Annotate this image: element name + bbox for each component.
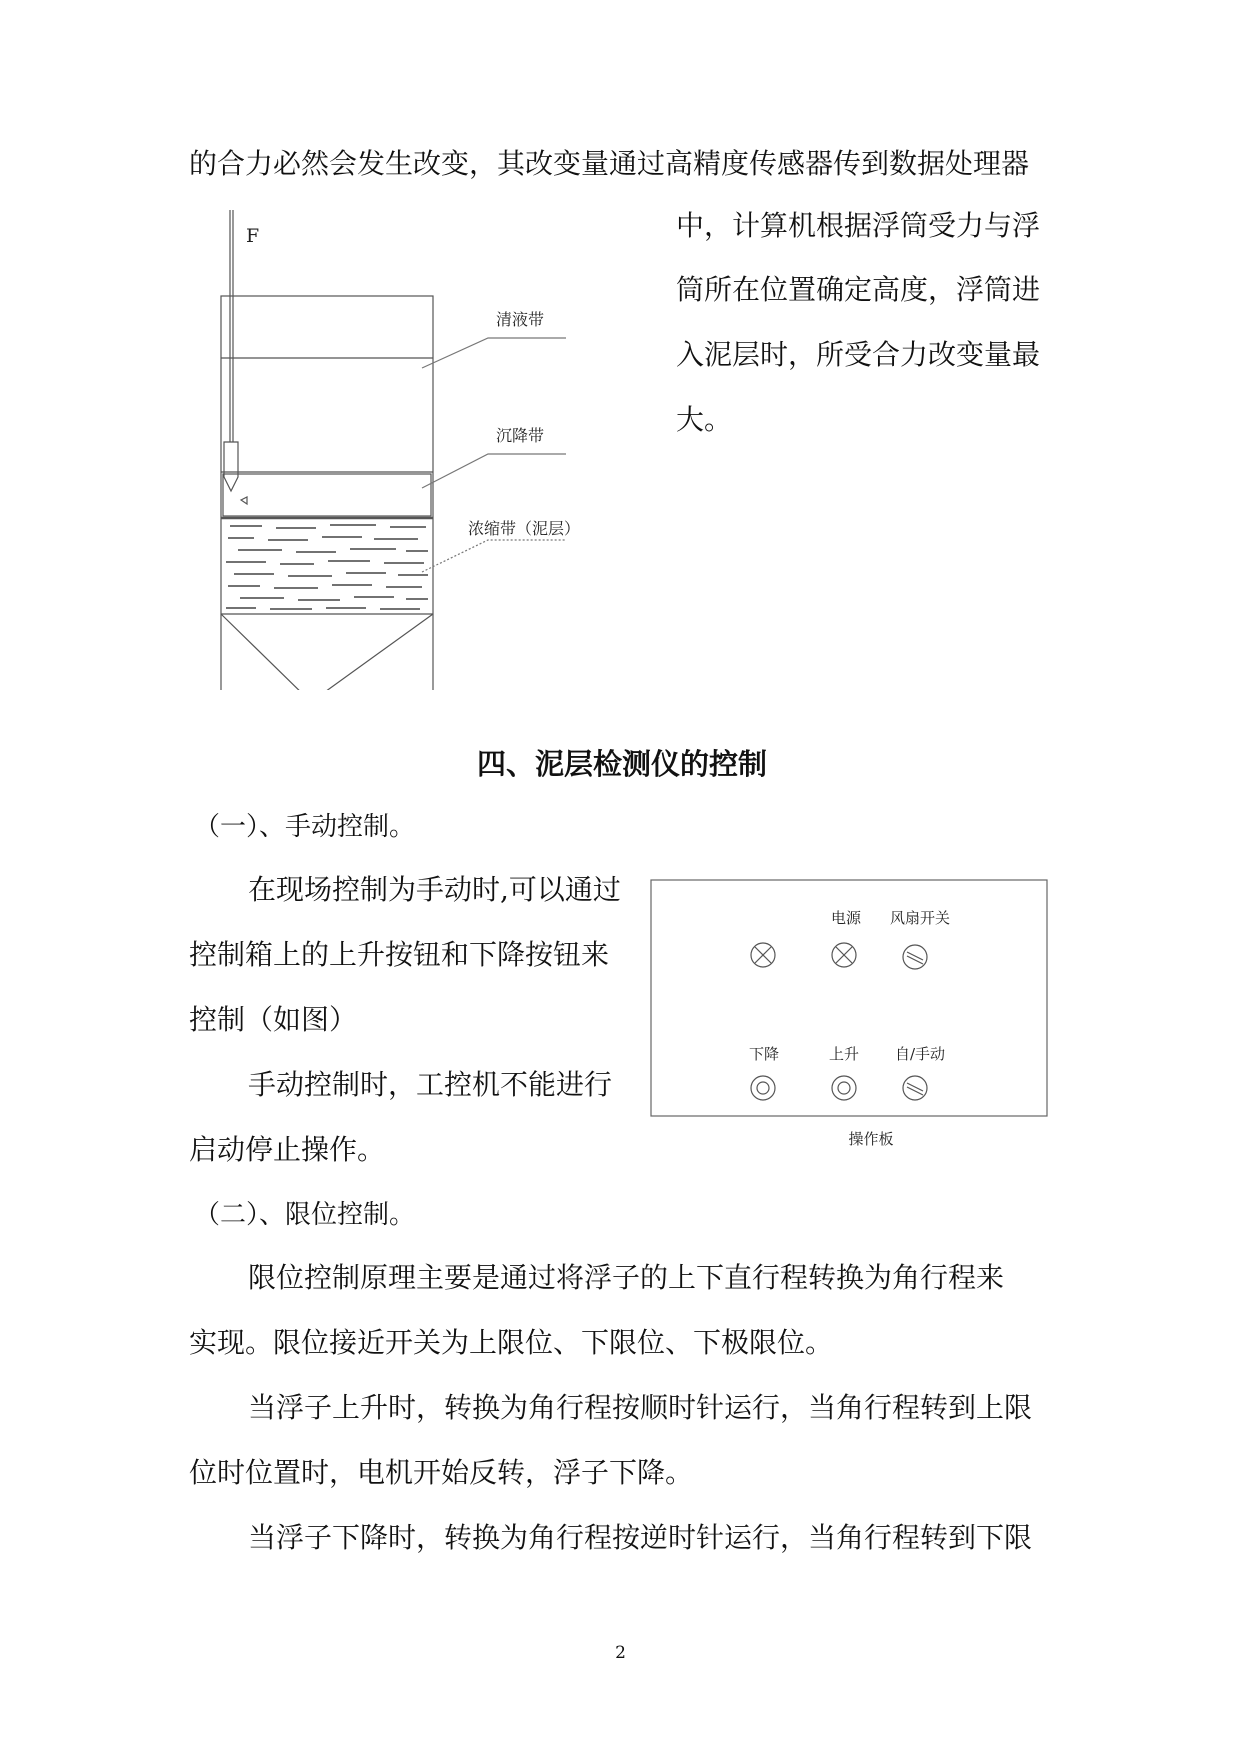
up-button xyxy=(832,1076,856,1100)
float-body xyxy=(224,442,238,491)
tank-body xyxy=(221,296,433,690)
body-line-right-2: 筒所在位置确定高度，浮筒进 xyxy=(676,273,1041,306)
manual-line-5: 启动停止操作。 xyxy=(189,1133,386,1166)
limit-line-5: 当浮子下降时，转换为角行程按逆时针运行，当角行程转到下限 xyxy=(248,1521,1033,1554)
sludge-hatching xyxy=(226,525,428,609)
panel-caption: 操作板 xyxy=(848,1130,894,1148)
power-lamp xyxy=(832,943,856,967)
tank-cone xyxy=(221,614,433,690)
body-line-right-3: 入泥层时，所受合力改变量最 xyxy=(676,338,1041,371)
zone-settling-label: 沉降带 xyxy=(495,426,545,445)
auto-manual-selector xyxy=(903,1076,927,1100)
manual-line-1: 在现场控制为手动时,可以通过 xyxy=(248,873,621,906)
section-heading: 四、泥层检测仪的控制 xyxy=(476,747,767,781)
body-line-1: 的合力必然会发生改变，其改变量通过高精度传感器传到数据处理器 xyxy=(189,147,1030,180)
manual-line-2: 控制箱上的上升按钮和下降按钮来 xyxy=(189,938,610,971)
page-number: 2 xyxy=(615,1643,626,1663)
settling-band xyxy=(223,474,431,516)
force-label: F xyxy=(246,225,260,247)
limit-line-1: 限位控制原理主要是通过将浮子的上下直行程转换为角行程来 xyxy=(248,1261,1005,1294)
fan-switch-label: 风扇开关 xyxy=(889,909,951,927)
up-label: 上升 xyxy=(828,1045,860,1063)
down-label: 下降 xyxy=(748,1045,780,1063)
manual-line-4: 手动控制时，工控机不能进行 xyxy=(248,1068,613,1101)
fan-switch-knob xyxy=(903,945,927,969)
zone-clear-label: 清液带 xyxy=(495,310,545,329)
indicator-lamp-1 xyxy=(751,943,775,967)
sludge-tank-diagram xyxy=(190,210,650,690)
operation-panel-diagram xyxy=(640,870,1060,1160)
subsection-manual: （一）、手动控制。 xyxy=(194,812,416,842)
leader-clear xyxy=(422,338,566,368)
auto-manual-label: 自/手动 xyxy=(894,1045,946,1063)
power-label: 电源 xyxy=(830,909,862,927)
down-button xyxy=(751,1076,775,1100)
manual-line-3: 控制（如图） xyxy=(189,1003,358,1036)
float-marker xyxy=(241,497,247,504)
leader-thick xyxy=(422,540,566,572)
limit-line-4: 位时位置时，电机开始反转，浮子下降。 xyxy=(189,1456,694,1489)
limit-line-2: 实现。限位接近开关为上限位、下限位、下极限位。 xyxy=(189,1326,834,1359)
body-line-right-1: 中，计算机根据浮筒受力与浮 xyxy=(676,209,1041,242)
subsection-limit: （二）、限位控制。 xyxy=(194,1200,416,1230)
limit-line-3: 当浮子上升时，转换为角行程按顺时针运行，当角行程转到上限 xyxy=(248,1391,1033,1424)
leader-settling xyxy=(422,454,566,488)
zone-thick-label: 浓缩带（泥层） xyxy=(468,519,581,538)
body-line-right-4: 大。 xyxy=(676,403,733,436)
